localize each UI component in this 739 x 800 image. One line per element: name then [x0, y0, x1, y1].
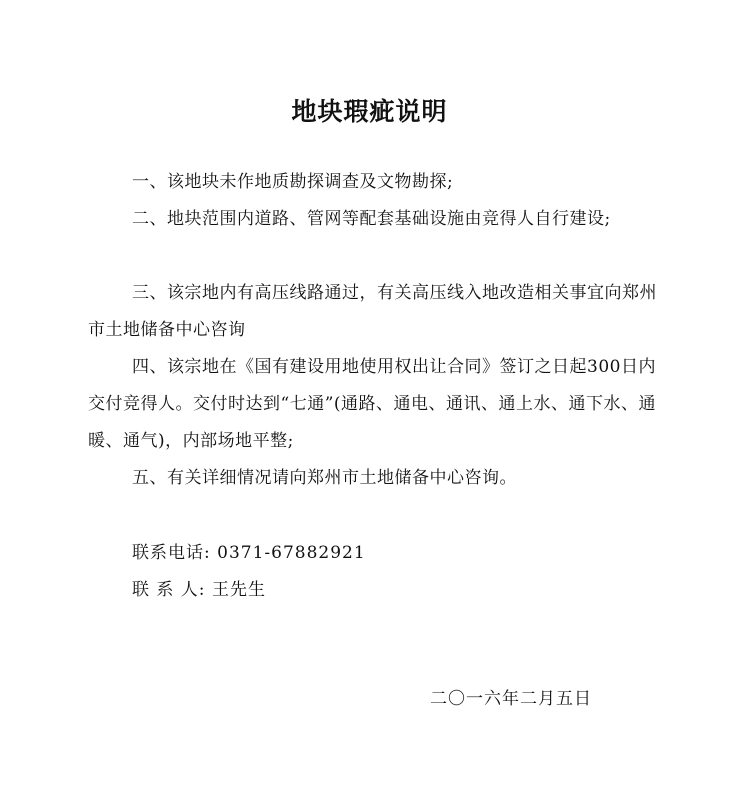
item-1	[88, 164, 668, 201]
item-2-text: 二、地块范围内道路、管网等配套基础设施由竞得人自行建设;	[132, 209, 611, 229]
contact-person: 联 系 人: 王先生	[132, 580, 266, 600]
item-1-text: 一、该地块未作地质勘探调查及文物勘探;	[132, 172, 454, 192]
item-4	[88, 349, 668, 460]
item-3-text: 三、该宗地内有高压线路通过，有关高压线入地改造相关事宜向郑州市土地储备中心咨询	[88, 283, 657, 340]
contact-phone: 联系电话: 0371-67882921	[132, 543, 366, 563]
document-date: 二〇一六年二月五日	[430, 689, 592, 709]
item-5-text: 五、有关详细情况请向郑州市土地储备中心咨询。	[132, 468, 517, 488]
item-3	[88, 275, 668, 349]
item-5	[88, 460, 668, 497]
item-2	[88, 201, 668, 238]
item-4-text: 四、该宗地在《国有建设用地使用权出让合同》签订之日起300日内交付竞得人。交付时达到“七通”(通路、通电、通讯、通上水、通下水、通暖、通气)，内部场地平整;	[88, 357, 657, 451]
document-title: 地块瑕疵说明	[291, 97, 448, 126]
